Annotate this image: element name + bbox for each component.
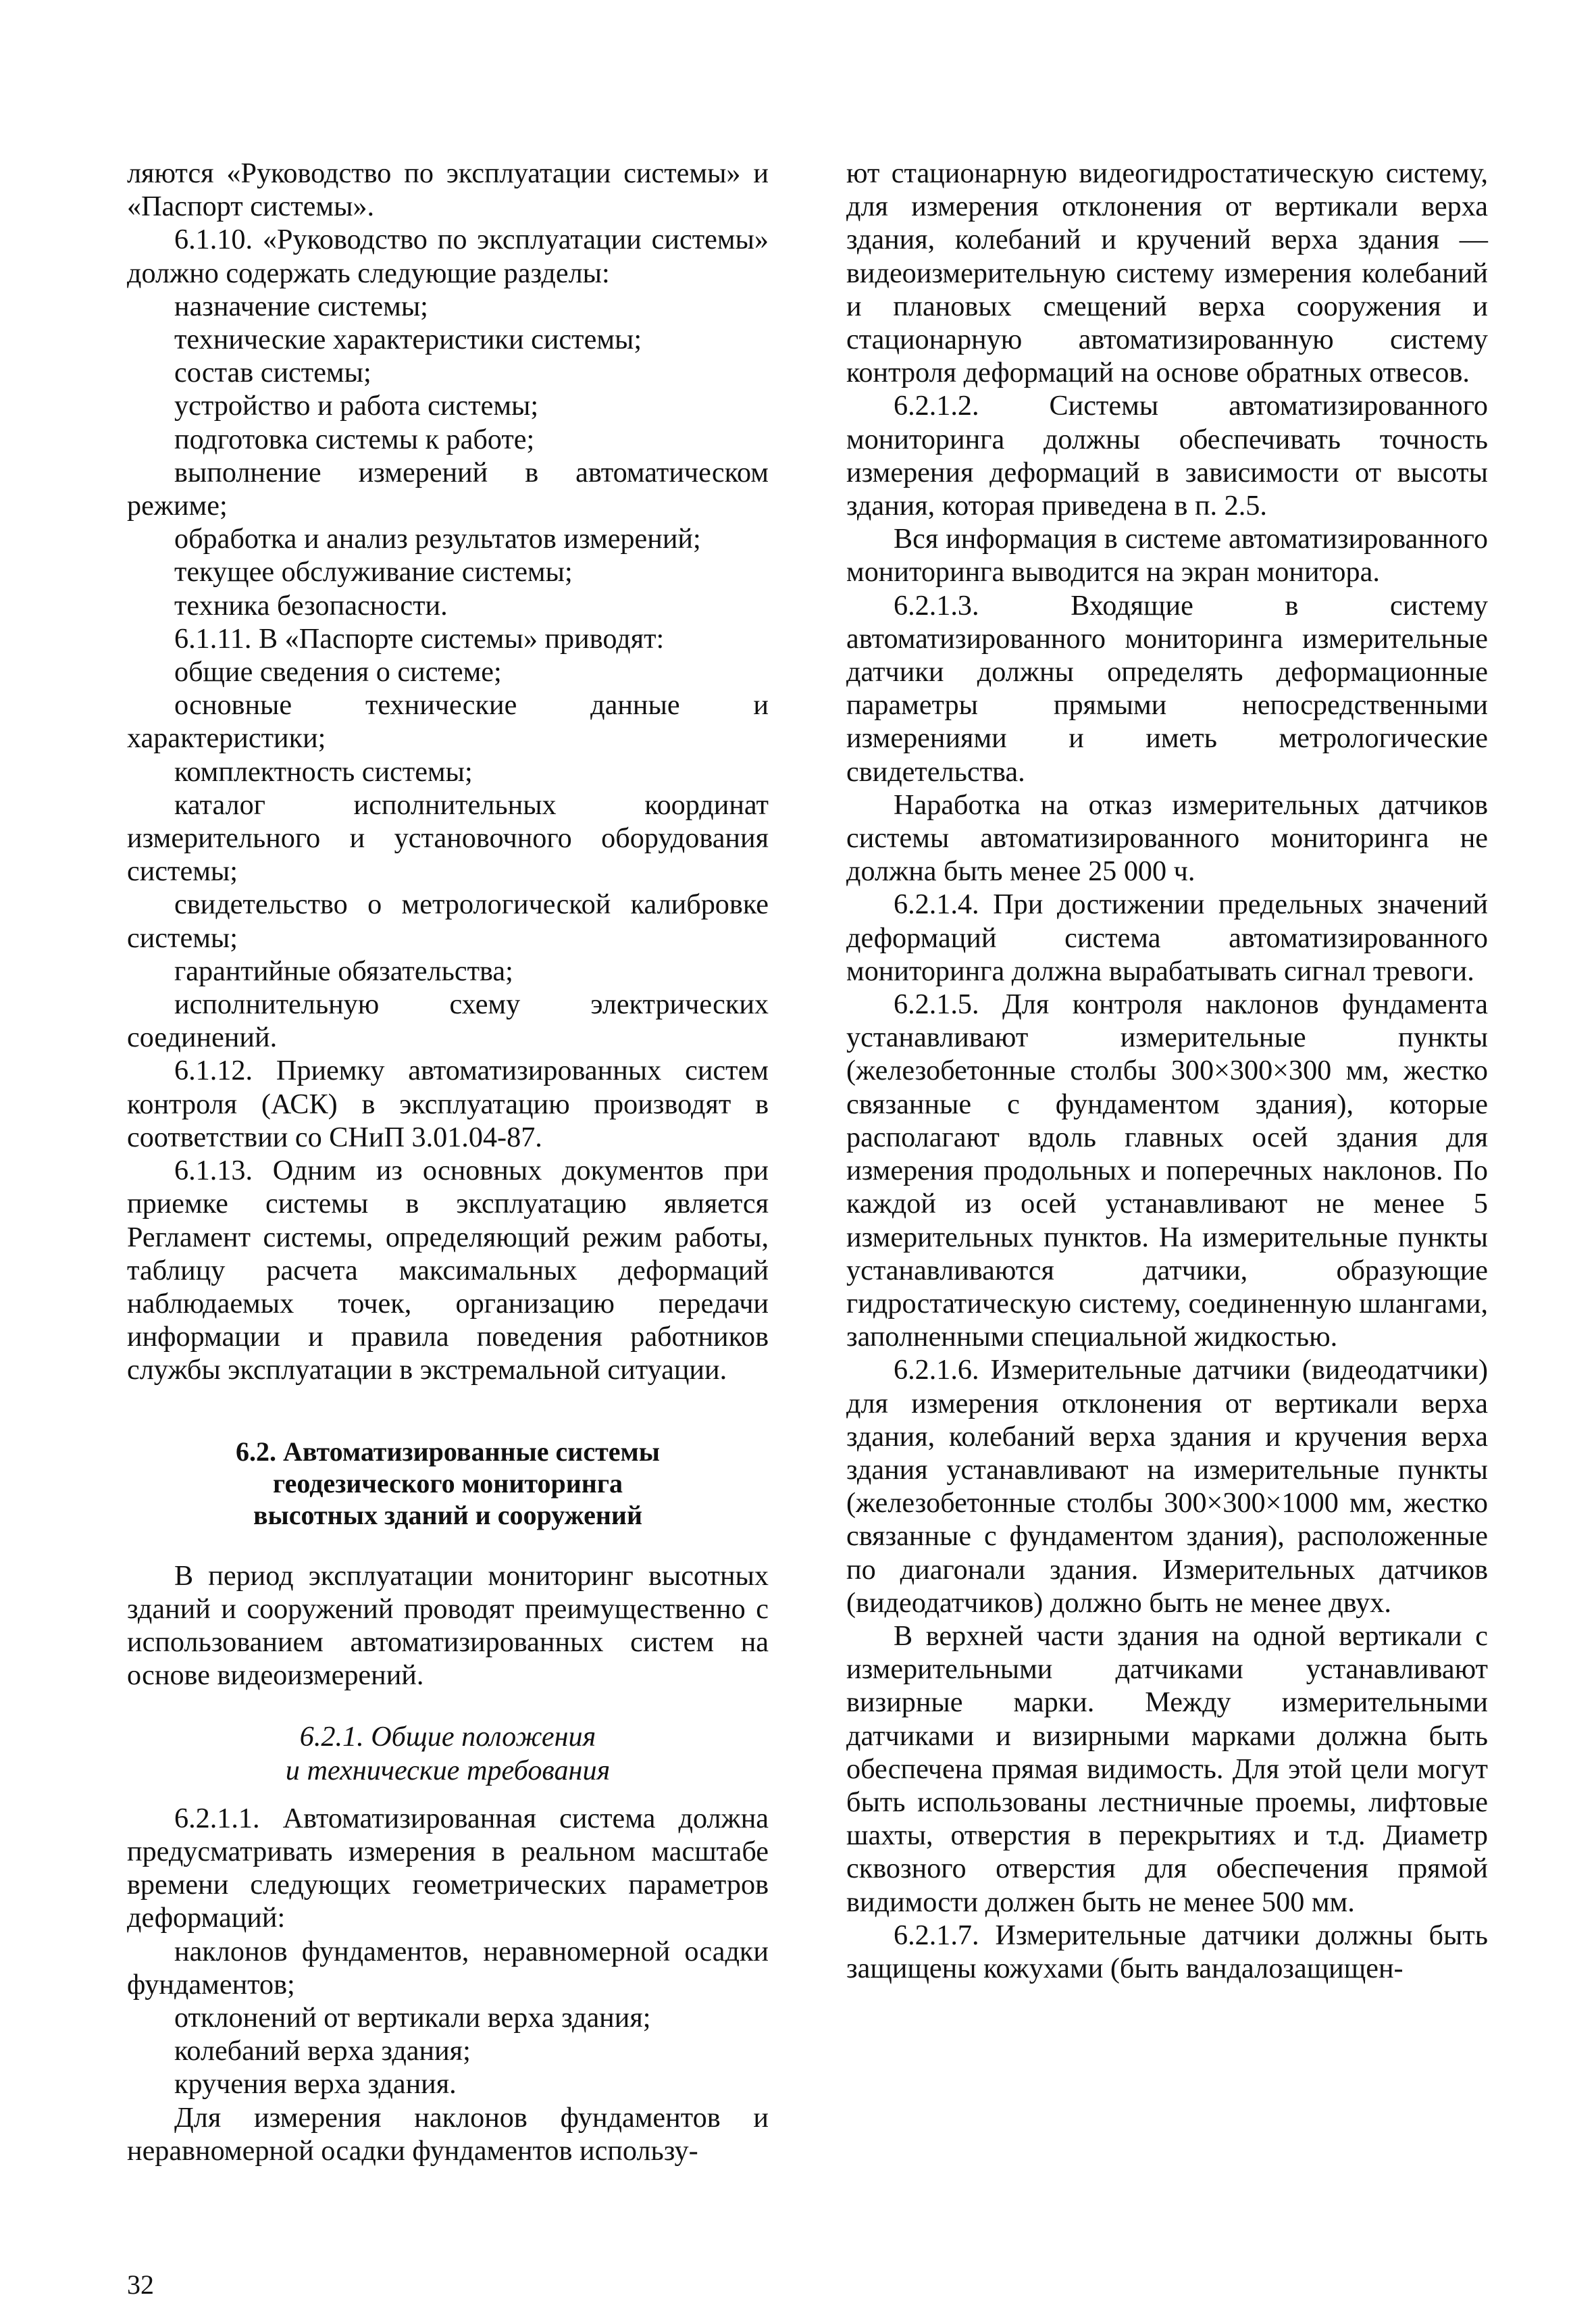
heading-line: геодезического мониторинга — [272, 1467, 623, 1499]
list-item: колебаний верха здания; — [174, 2035, 471, 2067]
list-item: технические характеристики системы; — [174, 324, 642, 356]
subsection-heading — [127, 1720, 769, 1786]
subheading-line: 6.2.1. Общие положения — [299, 1721, 596, 1753]
list-item: обработка и анализ результатов измерений; — [174, 523, 701, 555]
list-item: подготовка системы к работе; — [174, 423, 535, 455]
paragraph: В период эксплуатации мониторинг высотных зданий и сооружений проводят преимущественно с использованием автоматизированных систем на основе видеоизмерений. — [127, 1559, 769, 1692]
list-item: наклонов фундаментов, неравномерной осадки фундаментов; — [127, 1935, 769, 2001]
list-item: кручения верха здания. — [174, 2068, 457, 2101]
list-item: свидетельство о метрологической калибровке системы; — [127, 888, 769, 954]
paragraph: Вся информация в системе автоматизированного мониторинга выводится на экран монитора. — [846, 523, 1488, 588]
paragraph: 6.1.11. В «Паспорте системы» приводят: — [174, 622, 665, 655]
section-heading — [127, 1436, 769, 1531]
paragraph: 6.2.1.4. При достижении предельных значений деформаций система автоматизированного мониторинга должна вырабатывать сигнал тревоги. — [846, 888, 1488, 987]
list-item: состав системы; — [174, 357, 371, 389]
list-item: назначение системы; — [174, 290, 428, 322]
paragraph: 6.2.1.7. Измерительные датчики должны быть защищены кожухами (быть вандалозащищен- — [846, 1919, 1488, 1984]
list-item: устройство и работа системы; — [174, 390, 539, 422]
list-item: каталог исполнительных координат измерительного и установочного оборудования системы; — [127, 788, 769, 888]
paragraph: 6.2.1.1. Автоматизированная система должна предусматривать измерения в реальном масштабе времени следующих геометрических параметров деформаций: — [127, 1802, 769, 1934]
page-number: 32 — [127, 2269, 154, 2300]
paragraph: 6.2.1.6. Измерительные датчики (видеодатчики) для измерения отклонения от вертикали верха здания, колебаний верха здания и кручения верха здания устанавливают на измерительные пункты (железобетонные столбы 300×300×1000 мм, жестко связанные с фундаментом здания), расположенные по диагонали здания. Измерительных датчиков (видеодатчиков) должно быть не менее двух. — [846, 1354, 1488, 1619]
paragraph: Для измерения наклонов фундаментов и неравномерной осадки фундаментов использу- — [127, 2101, 769, 2167]
list-item: общие сведения о системе; — [174, 656, 502, 688]
list-item: комплектность системы; — [174, 755, 473, 788]
paragraph: 6.2.1.5. Для контроля наклонов фундамента устанавливают измерительные пункты (железобетонные столбы 300×300×300 мм, жестко связанные с фундаментом здания), которые располагают вдоль главных осей здания для измерения продольных и поперечных наклонов. По каждой из осей устанавливают не менее 5 измерительных пунктов. На измерительные пункты устанавливаются датчики, образующие гидростатическую систему, соединенную шлангами, заполненными специальной жидкостью. — [846, 988, 1488, 1353]
heading-line: высотных зданий и сооружений — [253, 1499, 643, 1530]
paragraph: Наработка на отказ измерительных датчиков системы автоматизированного мониторинга не должна быть менее 25 000 ч. — [846, 788, 1488, 888]
list-item: текущее обслуживание системы; — [174, 556, 573, 588]
list-item: выполнение измерений в автоматическом режиме; — [127, 456, 769, 522]
paragraph: ют стационарную видеогидростатическую систему, для измерения отклонения от вертикали верха здания, колебаний и кручений верха здания — видеоизмерительную систему измерения колебаний и плановых смещений верха сооружения и стационарную автоматизированную систему контроля деформаций на основе обратных отвесов. — [846, 157, 1488, 389]
list-item: основные технические данные и характеристики; — [127, 689, 769, 755]
subheading-line: и технические требования — [285, 1754, 611, 1786]
list-item: гарантийные обязательства; — [174, 955, 513, 987]
list-item: техника безопасности. — [174, 589, 448, 622]
heading-line: 6.2. Автоматизированные системы — [236, 1436, 660, 1467]
paragraph: 6.1.12. Приемку автоматизированных систем контроля (АСК) в эксплуатацию производят в соответствии со СНиП 3.01.04-87. — [127, 1055, 769, 1153]
paragraph: В верхней части здания на одной вертикали с измерительными датчиками устанавливают визирные марки. Между измерительными датчиками и визирными марками должна быть обеспечена прямая видимость. Для этой цели могут быть использованы лестничные проемы, лифтовые шахты, отверстия в перекрытиях и т.д. Диаметр сквозного отверстия для обеспечения прямой видимости должен быть не менее 500 мм. — [846, 1619, 1488, 1918]
left-column — [127, 157, 769, 2167]
paragraph: ляются «Руководство по эксплуатации системы» и «Паспорт системы». — [127, 157, 769, 223]
paragraph: 6.1.13. Одним из основных документов при приемке системы в эксплуатацию является Регламент системы, определяющий режим работы, таблицу расчета максимальных деформаций наблюдаемых точек, организацию передачи информации и правила поведения работников службы эксплуатации в экстремальной ситуации. — [127, 1155, 769, 1386]
paragraph: 6.2.1.2. Системы автоматизированного мониторинга должны обеспечивать точность измерения деформаций в зависимости от высоты здания, которая приведена в п. 2.5. — [846, 390, 1488, 522]
list-item: отклонений от вертикали верха здания; — [174, 2001, 651, 2034]
right-column — [846, 157, 1488, 1985]
paragraph: 6.1.10. «Руководство по эксплуатации системы» должно содержать следующие разделы: — [127, 224, 769, 289]
list-item: исполнительную схему электрических соединений. — [127, 988, 769, 1054]
paragraph: 6.2.1.3. Входящие в систему автоматизированного мониторинга измерительные датчики должны определять деформационные параметры прямыми непосредственными измерениями и иметь метрологические свидетельства. — [846, 589, 1488, 788]
